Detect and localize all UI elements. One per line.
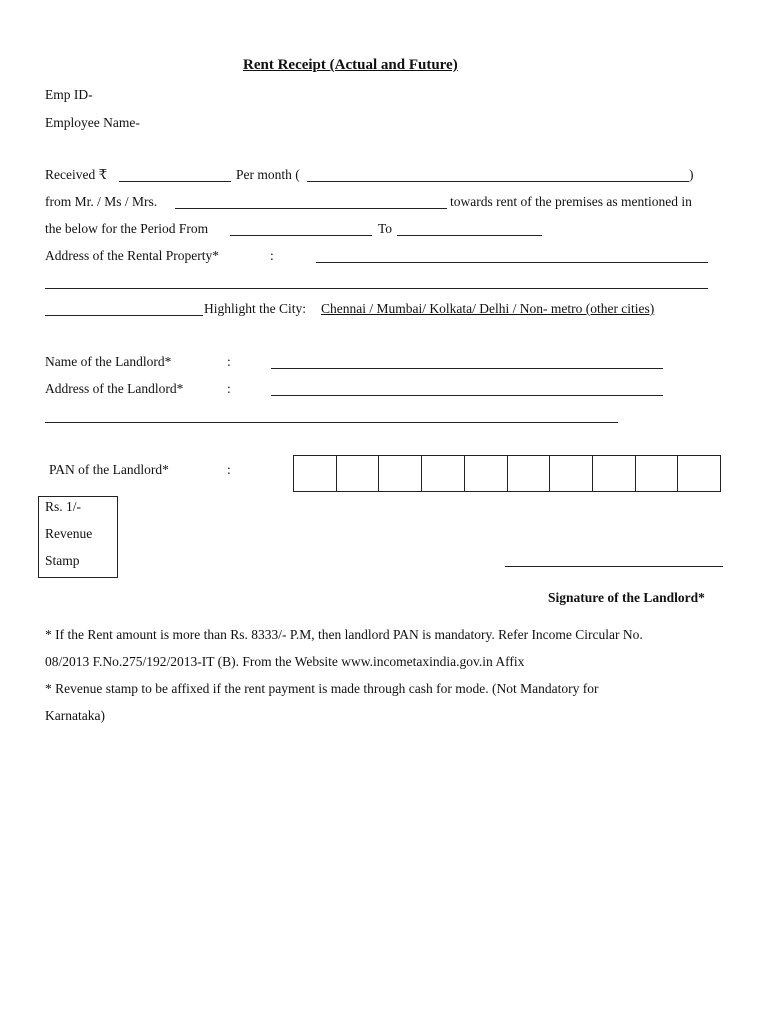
landlord-address-colon: :	[227, 381, 231, 396]
signature-label: Signature of the Landlord*	[548, 590, 705, 605]
stamp-amount: Rs. 1/-	[45, 499, 82, 514]
rental-address-blank-3[interactable]	[45, 315, 203, 316]
landlord-name-blank[interactable]	[271, 368, 663, 369]
stamp-revenue: Revenue	[45, 526, 93, 541]
landlord-pan-label: PAN of the Landlord*	[49, 462, 169, 477]
period-to-label: To	[378, 221, 393, 236]
landlord-name-colon: :	[227, 354, 231, 369]
towards-label: towards rent of the premises as mentioned in	[450, 194, 692, 209]
pan-cell[interactable]	[636, 456, 679, 491]
period-to-blank[interactable]	[397, 235, 542, 236]
emp-id-label: Emp ID-	[45, 87, 93, 102]
city-options[interactable]: Chennai / Mumbai/ Kolkata/ Delhi / Non- metro (other cities)	[321, 301, 655, 316]
note-pan-line-2: 08/2013 F.No.275/192/2013-IT (B). From the Website www.incometaxindia.gov.in Affix	[45, 654, 525, 669]
landlord-pan-colon: :	[227, 462, 231, 477]
rental-address-colon: :	[270, 248, 274, 263]
note-pan-line-1: * If the Rent amount is more than Rs. 8333/- P.M, then landlord PAN is mandatory. Refer Income Circular No.	[45, 627, 643, 642]
pan-cell[interactable]	[550, 456, 593, 491]
landlord-address-blank-2[interactable]	[45, 422, 618, 423]
pan-cell[interactable]	[678, 456, 720, 491]
pan-cell[interactable]	[508, 456, 551, 491]
signature-blank[interactable]	[505, 566, 723, 567]
pan-cell[interactable]	[465, 456, 508, 491]
amount-blank[interactable]	[119, 181, 231, 182]
rental-address-label: Address of the Rental Property*	[45, 248, 219, 263]
page-title: Rent Receipt (Actual and Future)	[243, 57, 458, 73]
period-from-label: the below for the Period From	[45, 221, 209, 236]
employee-name-label: Employee Name-	[45, 115, 140, 130]
period-from-blank[interactable]	[230, 235, 372, 236]
pan-cell[interactable]	[337, 456, 380, 491]
pan-entry-boxes[interactable]	[293, 455, 721, 492]
landlord-address-blank-1[interactable]	[271, 395, 663, 396]
note-stamp-line-1: * Revenue stamp to be affixed if the rent payment is made through cash for mode. (Not Mandatory for	[45, 681, 599, 696]
tenant-name-blank[interactable]	[175, 208, 447, 209]
per-month-close: )	[689, 167, 694, 182]
stamp-word: Stamp	[45, 553, 80, 568]
landlord-name-label: Name of the Landlord*	[45, 354, 172, 369]
pan-cell[interactable]	[294, 456, 337, 491]
amount-in-words-blank[interactable]	[307, 181, 689, 182]
landlord-address-label: Address of the Landlord*	[45, 381, 184, 396]
pan-cell[interactable]	[593, 456, 636, 491]
revenue-stamp-box	[38, 496, 118, 578]
pan-cell[interactable]	[379, 456, 422, 491]
rental-address-blank-2[interactable]	[45, 288, 708, 289]
received-label: Received ₹	[45, 167, 108, 182]
rental-address-blank-1[interactable]	[316, 262, 708, 263]
highlight-city-label: Highlight the City:	[204, 301, 307, 316]
note-stamp-line-2: Karnataka)	[45, 708, 105, 723]
per-month-label: Per month (	[236, 167, 300, 182]
from-label: from Mr. / Ms / Mrs.	[45, 194, 158, 209]
pan-cell[interactable]	[422, 456, 465, 491]
